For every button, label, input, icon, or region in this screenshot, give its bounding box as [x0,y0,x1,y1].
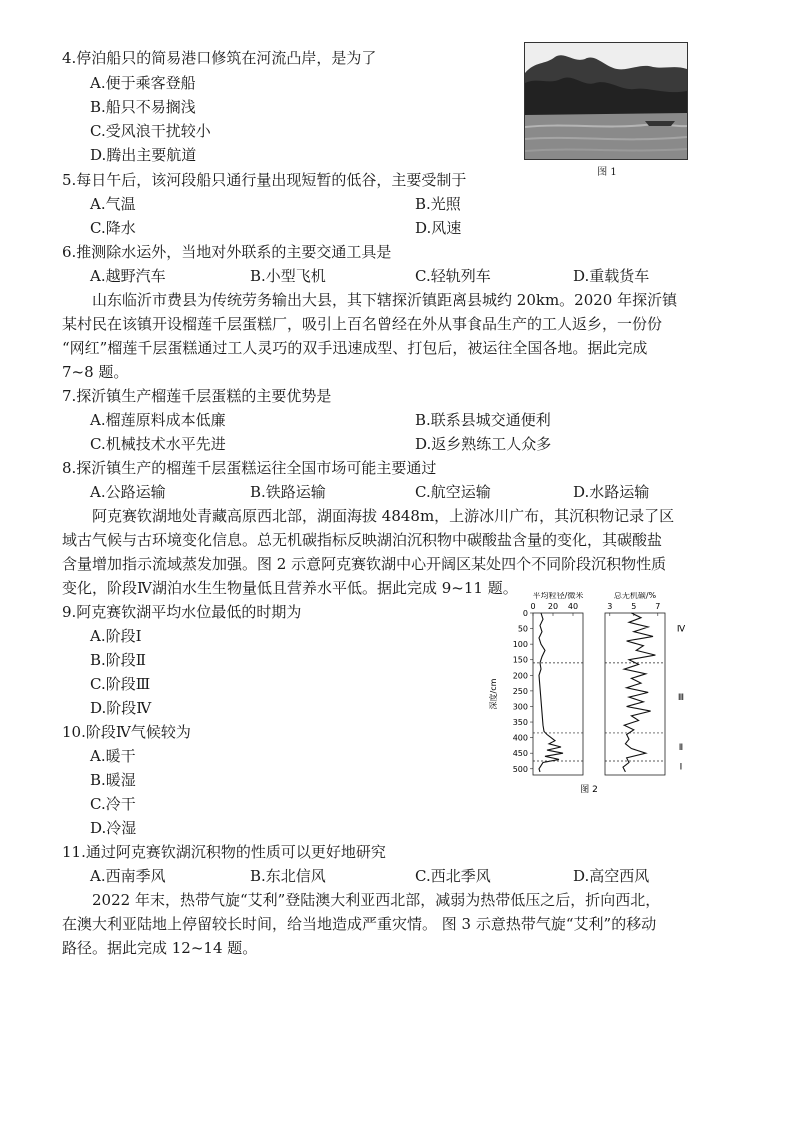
q6-option-b: B.小型飞机 [250,267,326,285]
y-tick-label: 250 [512,686,528,696]
passage3-line: 路径。据此完成 12~14 题。 [62,939,258,957]
y-tick-label: 300 [512,702,528,712]
q4-option-c: C.受风浪干扰较小 [90,122,211,140]
y-tick-label: 350 [512,718,528,728]
x-tick-label: 0 [530,602,536,611]
q10-option-b: B.暖湿 [90,771,136,789]
q8-option-b: B.铁路运输 [250,483,326,501]
passage2-line: 阿克赛钦湖地处青藏高原西北部，湖面海拔 4848m，上游冰川广布，其沉积物记录了区 [92,507,675,525]
q11-option-c: C.西北季风 [415,867,491,885]
y-tick-label: 500 [512,764,528,774]
q7-option-b: B.联系县城交通便利 [415,411,551,429]
figure-1-photo [524,42,688,160]
passage1-line: “网红”榴莲千层蛋糕通过工人灵巧的双手迅速成型、打包后，被运往全国各地。据此完成 [62,339,648,357]
passage1-line: 山东临沂市费县为传统劳务输出大县，其下辖探沂镇距离县城约 20km。2020 年探沂镇 [92,291,678,309]
q10-option-c: C.冷干 [90,795,136,813]
q5-stem: 5.每日午后，该河段船只通行量出现短暂的低谷，主要受制于 [62,171,467,189]
q9-option-b: B.阶段Ⅱ [90,651,146,669]
q6-option-d: D.重载货车 [573,267,650,285]
figure-2-caption: 图 2 [580,785,598,795]
panel-title-tic: 总无机碳/% [613,592,657,600]
panel-frame-tic [605,613,665,775]
q6-option-c: C.轻轨列车 [415,267,491,285]
passage1-line: 某村民在该镇开设榴莲千层蛋糕厂，吸引上百名曾经在外从事食品生产的工人返乡，一份份 [62,315,663,333]
y-tick-label: 50 [517,624,528,634]
q10-option-a: A.暖干 [90,747,136,765]
passage2-line: 域古气候与古环境变化信息。总无机碳指标反映湖泊沉积物中碳酸盐含量的变化，其碳酸盐 [62,531,663,549]
panel-title-grain: 平均粒径/微米 [532,592,584,600]
figure-1-caption: 图 1 [597,167,617,178]
q11-option-d: D.高空西风 [573,867,650,885]
y-tick-label: 200 [512,671,528,681]
q11-stem: 11.通过阿克赛钦湖沉积物的性质可以更好地研究 [62,843,386,861]
q9-option-c: C.阶段Ⅲ [90,675,151,693]
q7-option-c: C.机械技术水平先进 [90,435,226,453]
series-line-tic [623,613,655,772]
q7-option-a: A.榴莲原料成本低廉 [90,411,226,429]
q9-option-d: D.阶段Ⅳ [90,699,152,717]
q5-option-d: D.风速 [415,219,462,237]
x-tick-label: 40 [567,602,579,611]
q11-option-b: B.东北信风 [250,867,326,885]
x-tick-label: 3 [607,602,613,611]
x-tick-label: 5 [631,602,637,611]
q11-option-a: A.西南季风 [90,867,166,885]
q10-stem: 10.阶段Ⅳ气候较为 [62,723,191,741]
y-tick-label: 150 [512,655,528,665]
q7-stem: 7.探沂镇生产榴莲千层蛋糕的主要优势是 [62,387,332,405]
q8-option-d: D.水路运输 [573,483,650,501]
q9-stem: 9.阿克赛钦湖平均水位最低的时期为 [62,603,302,621]
q6-option-a: A.越野汽车 [90,267,166,285]
q10-option-d: D.冷湿 [90,819,137,837]
x-tick-label: 20 [547,602,559,611]
y-tick-label: 400 [512,733,528,743]
q5-option-b: B.光照 [415,195,461,213]
passage3-line: 2022 年末，热带气旋“艾利”登陆澳大利亚西北部，减弱为热带低压之后，折向西北， [92,891,661,909]
q6-stem: 6.推测除水运外，当地对外联系的主要交通工具是 [62,243,392,261]
q8-stem: 8.探沂镇生产的榴莲千层蛋糕运往全国市场可能主要通过 [62,459,437,477]
figure-2-chart [488,592,708,800]
y-tick-label: 450 [512,749,528,759]
q8-option-c: C.航空运输 [415,483,491,501]
y-axis-label: 深度/cm [489,678,498,710]
q5-option-a: A.气温 [90,195,136,213]
passage2-line: 变化，阶段Ⅳ湖泊水生生物量低且营养水平低。据此完成 9~11 题。 [62,579,518,597]
q9-option-a: A.阶段Ⅰ [90,627,142,645]
q5-option-c: C.降水 [90,219,136,237]
q8-option-a: A.公路运输 [90,483,166,501]
passage1-line: 7~8 题。 [62,363,129,381]
stage-label: Ⅱ [678,742,684,753]
q7-option-d: D.返乡熟练工人众多 [415,435,552,453]
x-tick-label: 7 [655,602,661,611]
stage-label: Ⅰ [679,762,683,773]
stage-label: Ⅲ [677,693,685,704]
passage2-line: 含量增加指示流域蒸发加强。图 2 示意阿克赛钦湖中心开阔区某处四个不同阶段沉积物性质 [62,555,667,573]
y-tick-label: 0 [522,609,528,618]
passage3-line: 在澳大利亚陆地上停留较长时间，给当地造成严重灾情。 图 3 示意热带气旋“艾利”的移动 [62,915,657,933]
q4-option-b: B.船只不易搁浅 [90,98,196,116]
series-line-grain [539,613,563,772]
stage-label: Ⅳ [676,624,686,635]
q4-option-a: A.便于乘客登船 [90,74,196,92]
y-tick-label: 100 [512,640,528,650]
q4-option-d: D.腾出主要航道 [90,146,197,164]
q4-stem: 4.停泊船只的简易港口修筑在河流凸岸，是为了 [62,49,377,67]
